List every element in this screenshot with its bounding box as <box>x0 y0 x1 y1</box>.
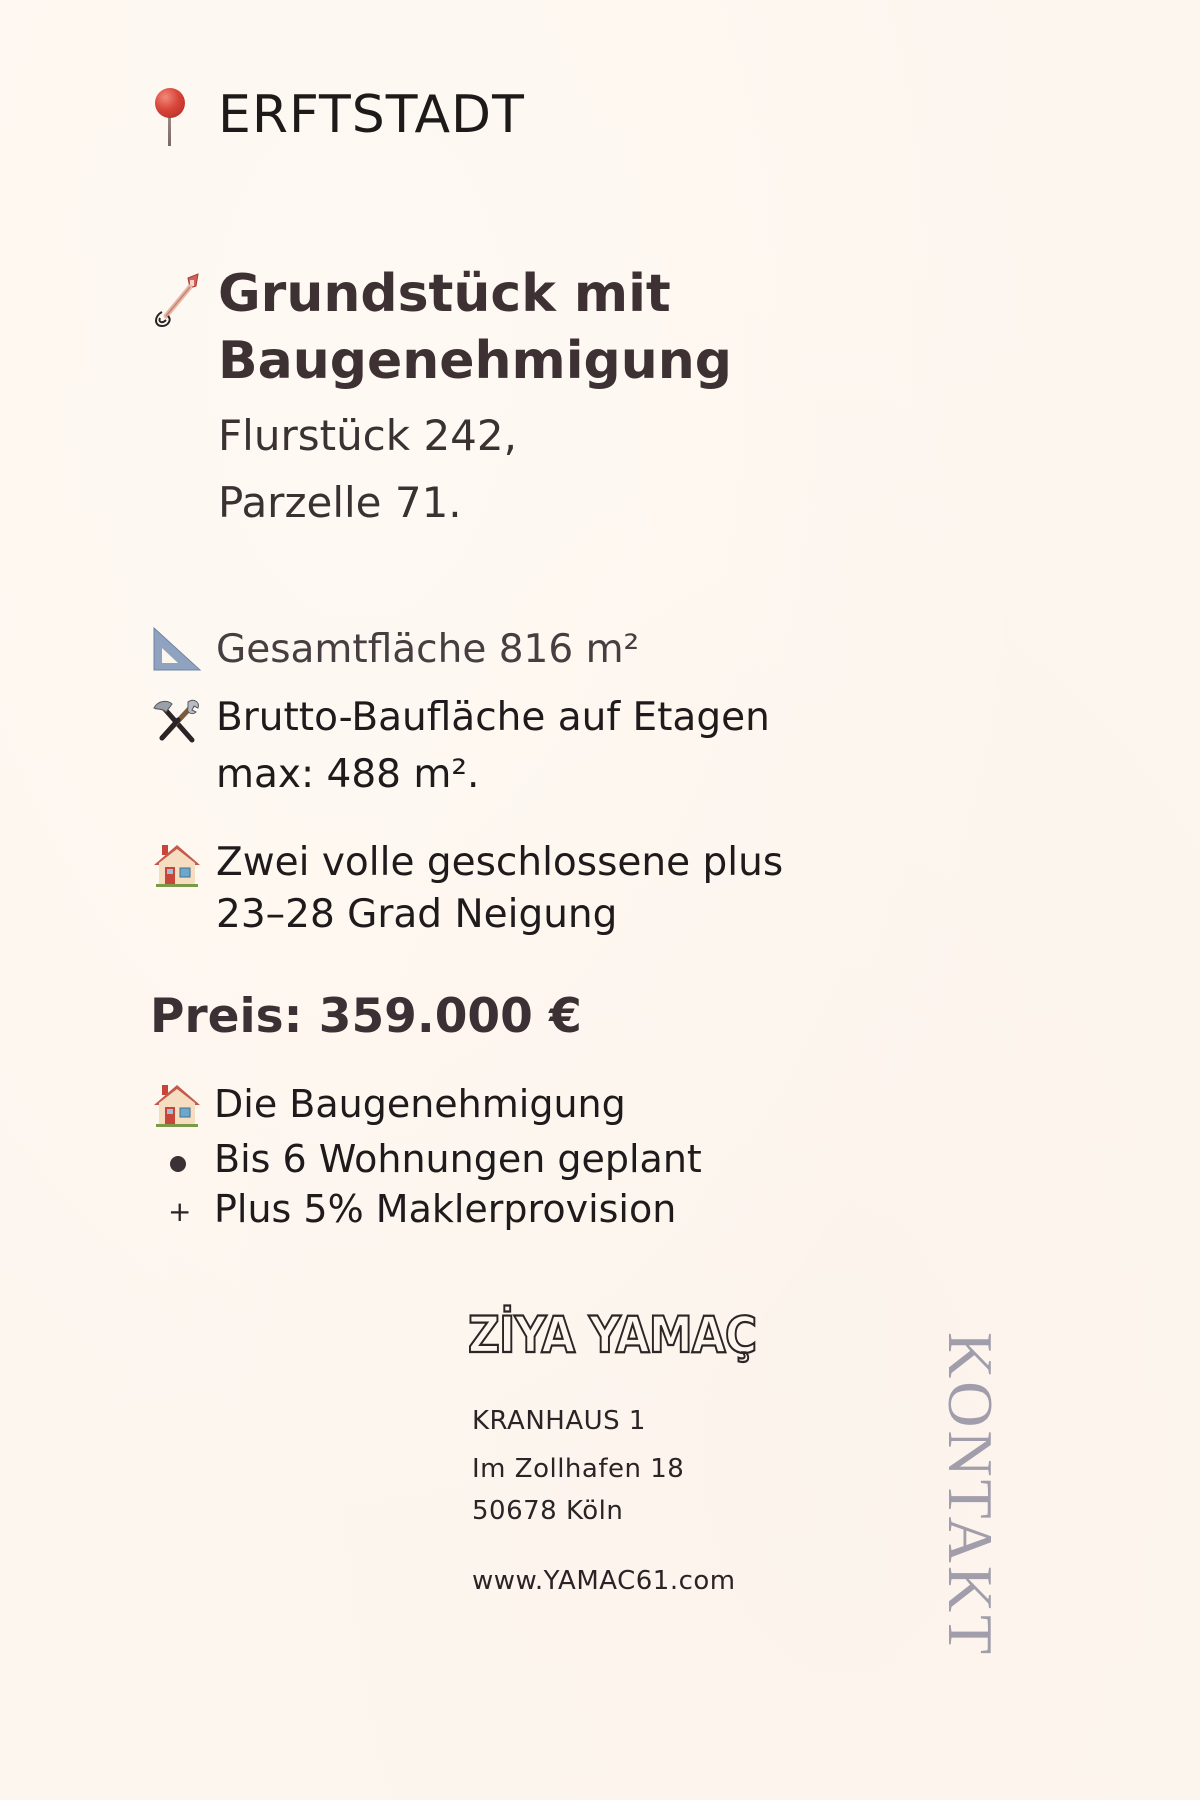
parcel-number: Flurstück 242, <box>218 411 517 460</box>
floors-text: Zwei volle geschlossene plus <box>216 840 784 885</box>
house-icon <box>152 1083 202 1129</box>
website-link[interactable]: www.YAMAC61.com <box>472 1566 736 1596</box>
gross-build-area-max: max: 488 m². <box>216 752 480 797</box>
bullet-dot-icon <box>170 1156 186 1172</box>
building-permit-text: Die Baugenehmigung <box>214 1082 626 1126</box>
commission-text: Plus 5% Maklerprovision <box>214 1187 677 1231</box>
roof-pitch-text: 23–28 Grad Neigung <box>216 892 618 937</box>
listing-title: Baugenehmigung <box>218 331 733 391</box>
apartments-text: Bis 6 Wohnungen geplant <box>214 1137 702 1181</box>
address-street: Im Zollhafen 18 <box>472 1454 685 1484</box>
address-building: KRANHAUS 1 <box>472 1406 646 1436</box>
address-city: 50678 Köln <box>472 1496 624 1526</box>
price: Preis: 359.000 € <box>150 989 582 1044</box>
shovel-icon <box>152 272 202 332</box>
triangular-ruler-icon <box>152 626 202 672</box>
total-area-text: Gesamtfläche 816 m² <box>216 627 640 672</box>
round-pushpin-icon <box>152 88 188 146</box>
gross-build-area-text: Brutto-Baufläche auf Etagen <box>216 695 770 740</box>
plus-icon: + <box>168 1195 192 1228</box>
listing-title: Grundstück mit <box>218 264 671 324</box>
contact-side-label: KONTAKT <box>935 1332 1006 1658</box>
location-name: ERFTSTADT <box>218 85 525 145</box>
plot-number: Parzelle 71. <box>218 478 462 527</box>
house-icon <box>152 843 202 889</box>
brand-logo: ZİYA YAMAÇ <box>468 1306 757 1364</box>
hammer-and-wrench-icon <box>152 698 202 744</box>
location-header <box>152 84 525 146</box>
